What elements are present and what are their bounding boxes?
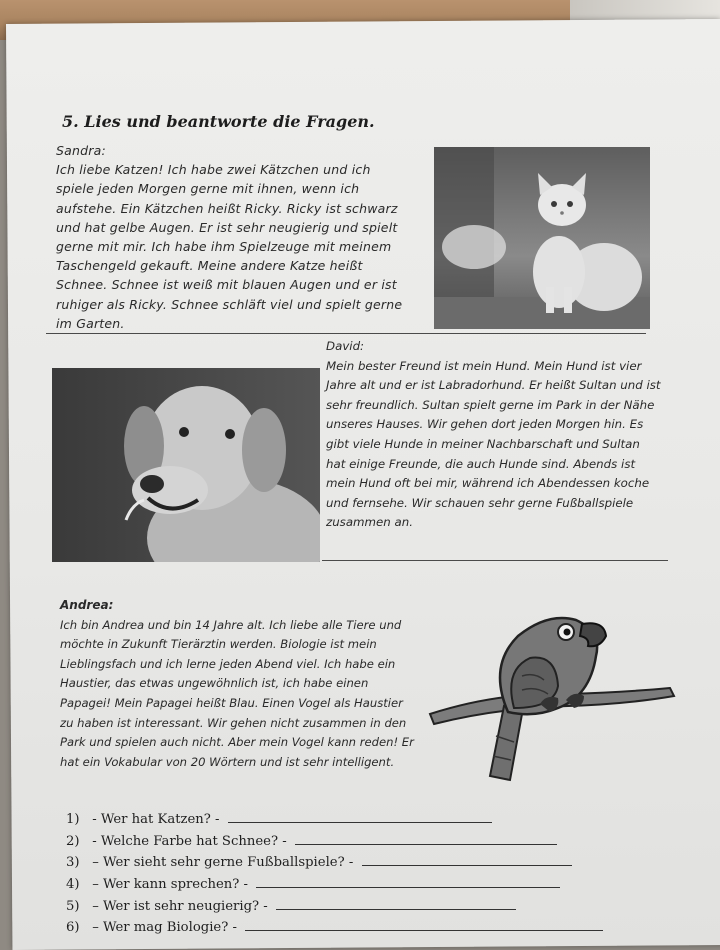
andrea-line: Lieblingsfach und ich lerne jeden Abend viel. Ich habe ein	[60, 656, 396, 671]
sandra-line: Ich liebe Katzen! Ich habe zwei Kätzchen und ich	[56, 162, 371, 178]
divider-line	[46, 333, 646, 334]
answer-line[interactable]	[276, 897, 516, 910]
question-number: 6)	[66, 920, 80, 936]
question-item	[66, 918, 666, 940]
david-line: gibt viele Hunde in meiner Nachbarschaft und Sultan	[326, 436, 640, 451]
question-item	[66, 853, 666, 875]
question-text: - Wer hat Katzen? -	[92, 812, 220, 827]
sandra-line: Taschengeld gekauft. Meine andere Katze heißt	[56, 258, 363, 274]
divider-line	[322, 560, 668, 561]
david-line: mein Hund oft bei mir, während ich Abendessen koche	[326, 476, 650, 491]
dog-photo	[52, 368, 320, 562]
andrea-line: Papagei! Mein Papagei heißt Blau. Einen Vogel als Haustier	[60, 695, 403, 710]
sandra-line: und hat gelbe Augen. Er ist sehr neugierig und spielt	[56, 219, 398, 235]
answer-line[interactable]	[228, 810, 492, 823]
david-line: sehr freundlich. Sultan spielt gerne im Park in der Nähe	[326, 397, 655, 412]
answer-line[interactable]	[256, 875, 560, 888]
answer-line[interactable]	[362, 853, 572, 866]
david-line: Jahre alt und er ist Labradorhund. Er heißt Sultan und ist	[326, 378, 661, 393]
andrea-section	[60, 596, 420, 772]
andrea-line: zu haben ist interessant. Wir gehen nicht zusammen in den	[60, 715, 407, 730]
question-number: 3)	[66, 855, 80, 871]
david-line: und fernsehe. Wir schauen sehr gerne Fußballspiele	[326, 495, 634, 510]
question-text: – Wer mag Biologie? -	[92, 920, 237, 936]
answer-line[interactable]	[295, 832, 557, 845]
andrea-line: möchte in Zukunft Tierärztin werden. Biologie ist mein	[60, 637, 377, 652]
question-item	[66, 810, 666, 832]
question-item	[66, 875, 666, 897]
sandra-line: im Garten.	[56, 315, 125, 331]
question-text: – Wer kann sprechen? -	[92, 877, 249, 893]
sandra-line: aufstehe. Ein Kätzchen heißt Ricky. Ricky ist schwarz	[56, 200, 398, 216]
david-name: David:	[326, 339, 365, 353]
andrea-line: hat ein Vokabular von 20 Wörtern und ist sehr intelligent.	[60, 754, 395, 769]
andrea-line: Park und spielen auch nicht. Aber mein Vogel kann reden! Er	[60, 735, 414, 750]
cat-photo	[434, 147, 650, 329]
sandra-line: spiele jeden Morgen gerne mit ihnen, wenn ich	[56, 181, 360, 197]
sandra-line: ruhiger als Ricky. Schnee schläft viel und spielt gerne	[56, 296, 403, 312]
answer-line[interactable]	[245, 918, 603, 931]
question-number: 2)	[66, 833, 80, 849]
sandra-section	[56, 141, 436, 333]
andrea-line: Ich bin Andrea und bin 14 Jahre alt. Ich liebe alle Tiere und	[60, 617, 402, 632]
question-item	[66, 832, 666, 854]
david-line: unseres Hauses. Wir gehen dort jeden Morgen hin. Es	[326, 417, 644, 432]
question-list	[66, 810, 666, 940]
question-item	[66, 897, 666, 919]
sandra-name: Sandra:	[56, 143, 106, 158]
question-text: - Welche Farbe hat Schnee? -	[92, 833, 287, 849]
andrea-line: Haustier, das etwas ungewöhnlich ist, ich habe einen	[60, 676, 369, 691]
question-number: 1)	[66, 812, 80, 827]
david-line: Mein bester Freund ist mein Hund. Mein Hund ist vier	[326, 358, 642, 373]
david-line: zusammen an.	[326, 515, 413, 530]
sandra-line: Schnee. Schnee ist weiß mit blauen Augen und er ist	[56, 277, 397, 293]
parrot-illustration	[418, 596, 680, 786]
question-text: – Wer ist sehr neugierig? -	[92, 898, 268, 914]
question-number: 4)	[66, 877, 80, 893]
david-section	[326, 337, 672, 533]
david-line: hat einige Freunde, die auch Hunde sind. Abends ist	[326, 456, 636, 471]
question-number: 5)	[66, 898, 80, 914]
andrea-name: Andrea:	[60, 598, 114, 612]
exercise-title: 5. Lies und beantworte die Fragen.	[62, 112, 375, 131]
question-text: – Wer sieht sehr gerne Fußballspiele? -	[92, 855, 354, 871]
sandra-line: gerne mit mir. Ich habe ihm Spielzeuge mit meinem	[56, 239, 392, 255]
